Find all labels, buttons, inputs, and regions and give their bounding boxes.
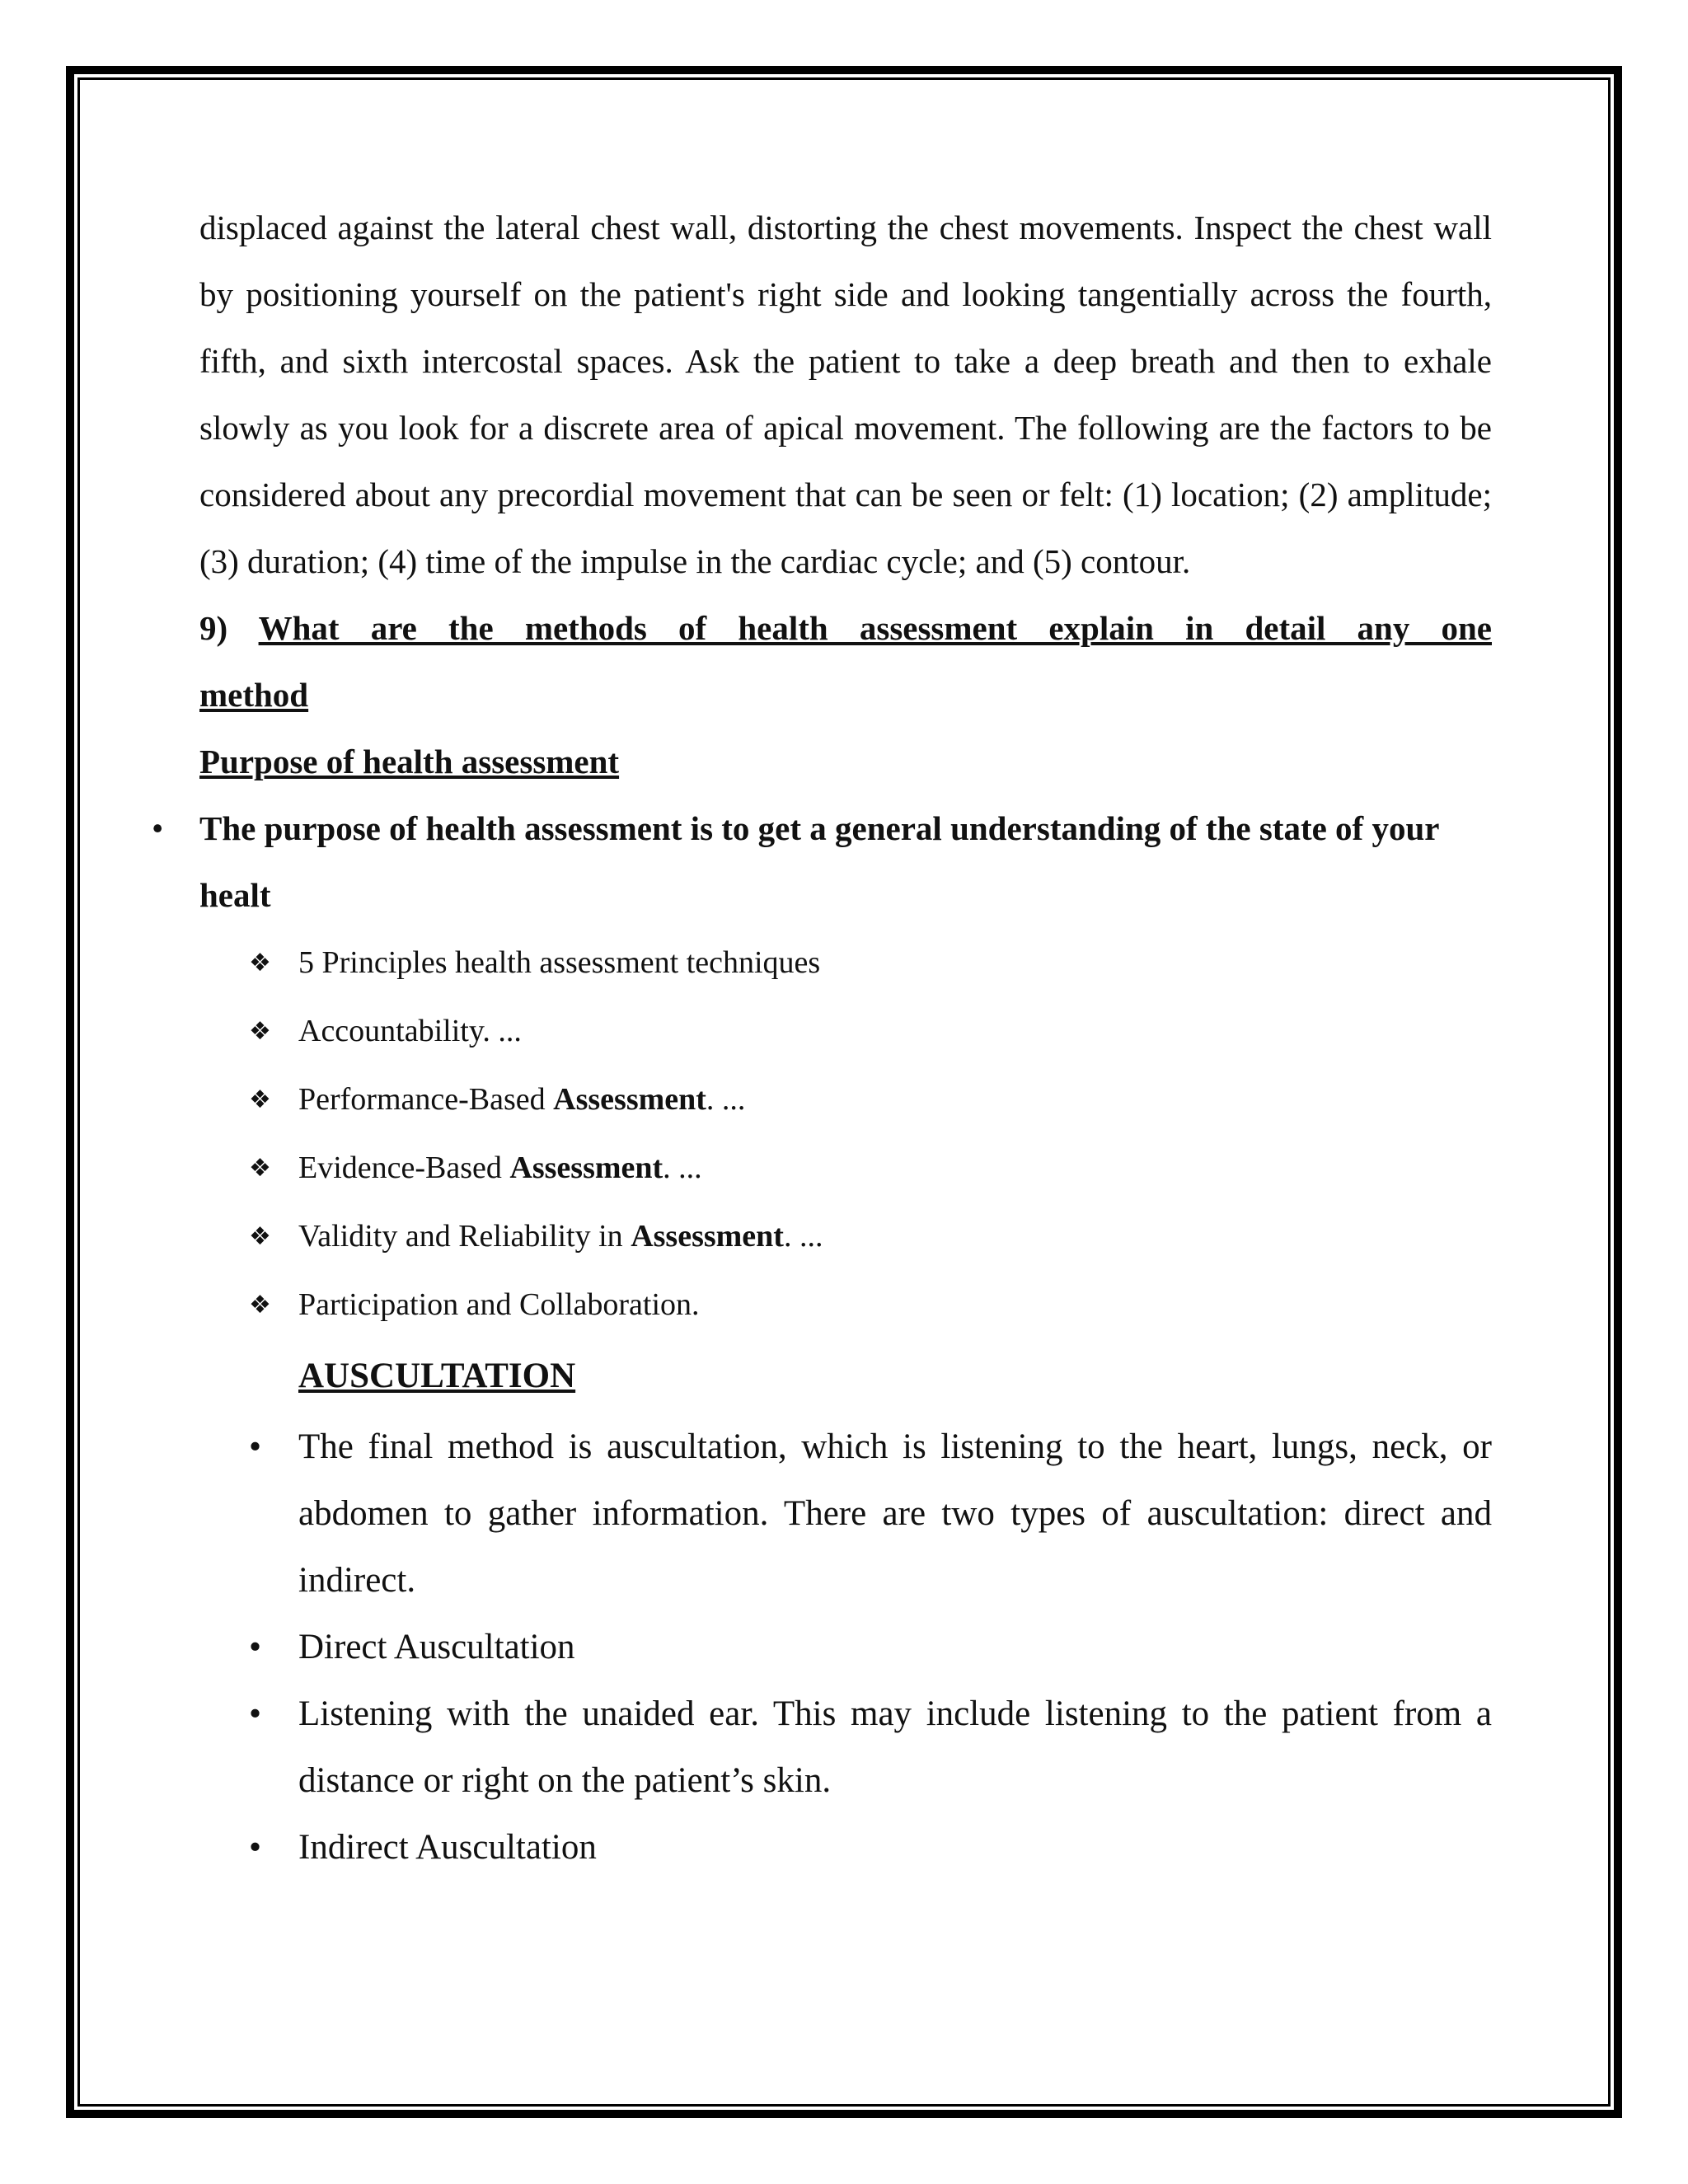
purpose-heading: Purpose of health assessment [199,743,620,780]
list-item: ❖ Participation and Collaboration. [249,1271,1492,1339]
auscultation-heading: AUSCULTATION [298,1357,576,1395]
list-item: • Direct Auscultation [298,1614,1492,1680]
list-item: • Listening with the unaided ear. This may include listening to the patient from a distance or right on the patient’s skin. [298,1680,1492,1814]
list-item: ❖ 5 Principles health assessment techniques [249,929,1492,997]
diamond-bullet-icon: ❖ [249,1085,271,1114]
diamond-bullet-icon: ❖ [249,1017,271,1046]
list-item: • Indirect Auscultation [298,1814,1492,1881]
list-item: ❖ Evidence-Based Assessment. ... [249,1134,1492,1202]
bullet-dot: • [249,1828,262,1867]
purpose-bullet-text: The purpose of health assessment is to get a general understanding of the state of your healt [199,809,1439,914]
question-number: 9) [199,609,228,647]
question-heading [199,595,1492,662]
intro-paragraph: displaced against the lateral chest wall, distorting the chest movements. Inspect the chest wall by positioning yourself on the patient's right side and looking tangentially across the fourth, fifth, and sixth intercostal spaces. Ask the patient to take a deep breath and then to exhale slowly as you look for a discrete area of apical movement. The following are the factors to be considered about any precordial movement that can be seen or felt: (1) location; (2) amplitude; (3) duration; (4) time of the impulse in the cardiac cycle; and (5) contour. [199,209,1492,580]
auscultation-list [249,1413,1492,1881]
list-item: ❖ Accountability. ... [249,997,1492,1066]
list-item: ❖ Performance-Based Assessment. ... [249,1066,1492,1134]
diamond-bullet-icon: ❖ [249,1291,271,1319]
diamond-bullet-icon: ❖ [249,949,271,977]
question-text-line2: method [199,676,309,714]
question-text-line1: What are the methods of health assessment explain in detail any one [258,609,1492,647]
diamond-bullet-icon: ❖ [249,1154,271,1183]
list-item: ❖ Validity and Reliability in Assessment. ... [249,1202,1492,1271]
bullet-dot: • [249,1694,262,1733]
diamond-bullet-icon: ❖ [249,1222,271,1251]
purpose-bullet [152,795,1492,929]
page-content [152,194,1492,1881]
bullet-dot: • [152,809,164,847]
bullet-dot: • [249,1427,262,1466]
bullet-dot: • [249,1628,262,1666]
principles-list [249,929,1492,1339]
list-item: • The final method is auscultation, which is listening to the heart, lungs, neck, or abdomen to gather information. There are two types of auscultation: direct and indirect. [298,1413,1492,1614]
